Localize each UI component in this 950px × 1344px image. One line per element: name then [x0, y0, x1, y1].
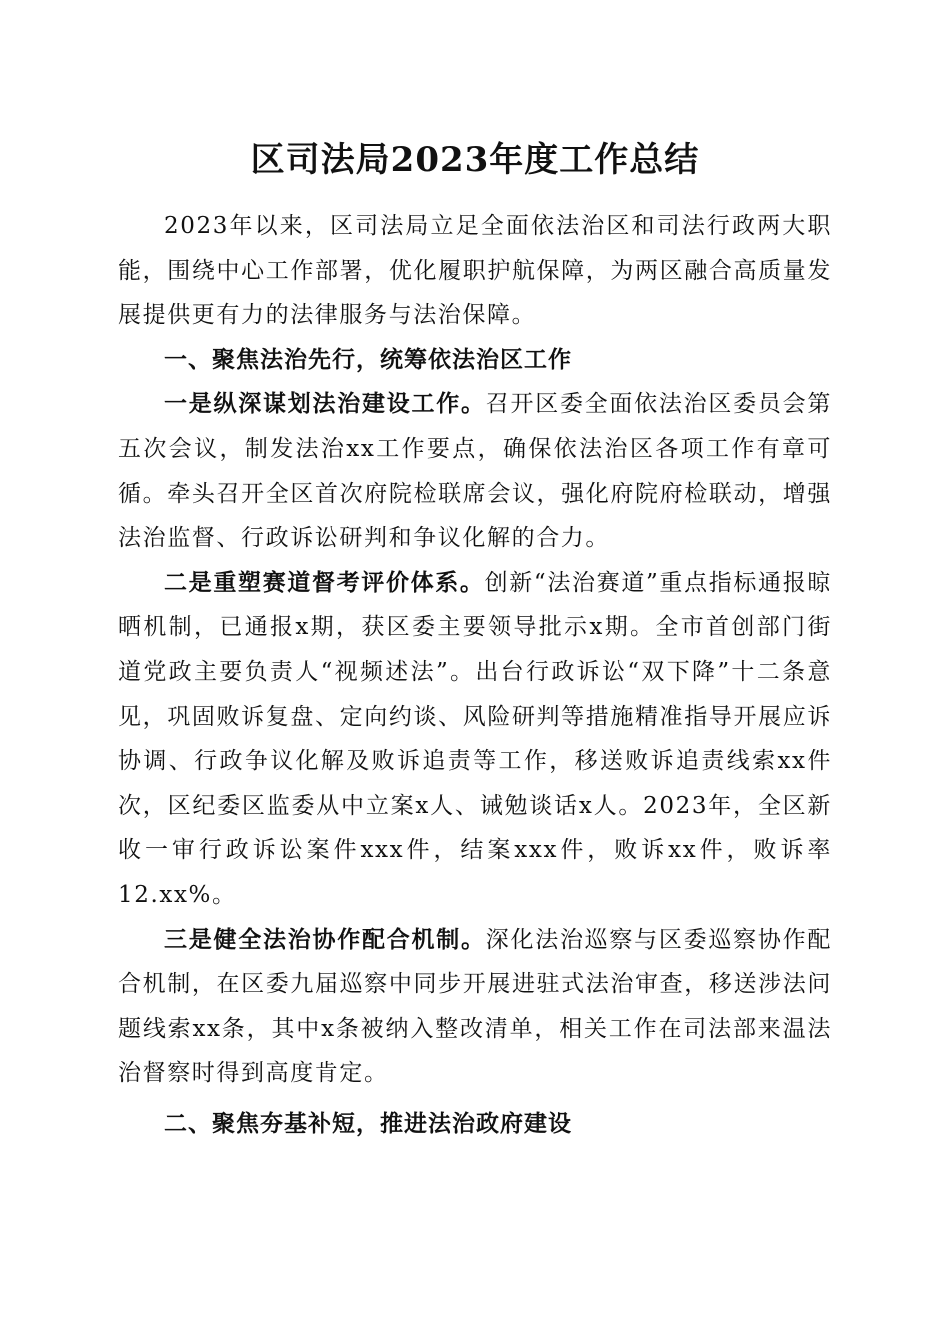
item-2-text: 创新“法治赛道”重点指标通报晾晒机制，已通报x期，获区委主要领导批示x期。全市首创部门街道党政主要负责人“视频述法”。出台行政诉讼“双下降”十二条意见，巩固败诉复盘、定向约谈、风险研判等措施精准指导开展应诉协调、行政争议化解及败诉追责等工作，移送败诉追责线索xx件次，区纪委区监委从中立案x人、诫勉谈话x人。2023年，全区新收一审行政诉讼案件xxx件，结案xxx件，败诉xx件，败诉率12.xx%。 — [118, 569, 832, 908]
item-2-lead: 二是重塑赛道督考评价体系。 — [164, 568, 485, 596]
section-1-heading: 一、聚焦法治先行，统筹依法治区工作 — [164, 346, 572, 373]
section-1-item-3 — [118, 918, 832, 1096]
document-body — [118, 204, 832, 1146]
section-1-item-2 — [118, 561, 832, 918]
item-3-lead: 三是健全法治协作配合机制。 — [164, 925, 486, 953]
document-title: 区司法局2023年度工作总结 — [250, 140, 700, 180]
item-1-lead: 一是纵深谋划法治建设工作。 — [164, 390, 486, 418]
item-3-text: 深化法治巡察与区委巡察协作配合机制，在区委九届巡察中同步开展进驻式法治审查，移送涉法问题线索xx条，其中x条被纳入整改清单，相关工作在司法部来温法治督察时得到高度肯定。 — [118, 926, 832, 1087]
section-1-item-1 — [118, 382, 832, 560]
intro-paragraph: 2023年以来，区司法局立足全面依法治区和司法行政两大职能，围绕中心工作部署，优化履职护航保障，为两区融合高质量发展提供更有力的法律服务与法治保障。 — [118, 213, 832, 329]
section-2-heading: 二、聚焦夯基补短，推进法治政府建设 — [164, 1110, 572, 1137]
item-1-text: 召开区委全面依法治区委员会第五次会议，制发法治xx工作要点，确保依法治区各项工作有章可循。牵头召开全区首次府院检联席会议，强化府院府检联动，增强法治监督、行政诉讼研判和争议化解的合力。 — [118, 391, 832, 552]
